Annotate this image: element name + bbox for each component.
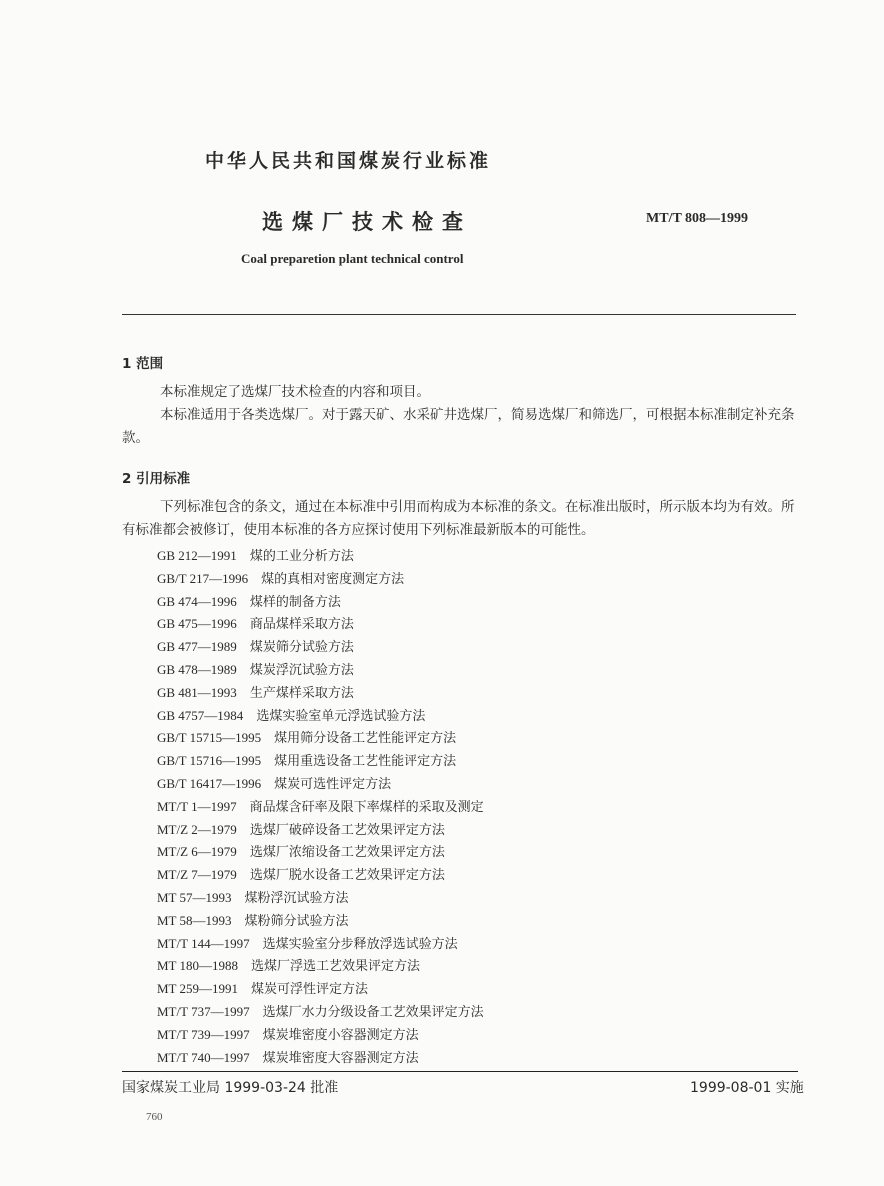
reference-code: GB 474—1996 (157, 593, 237, 609)
reference-code: GB 4757—1984 (157, 707, 244, 723)
reference-code: GB 481—1993 (157, 684, 237, 700)
list-item (157, 773, 484, 796)
reference-code: GB 477—1989 (157, 639, 237, 655)
standard-code-text: MT/T 808—1999 (646, 211, 749, 226)
reference-code: MT/Z 6—1979 (157, 844, 237, 860)
reference-code: MT/T 144—1997 (157, 935, 250, 951)
list-item (157, 591, 484, 614)
list-item (157, 955, 484, 978)
reference-code: GB/T 217—1996 (157, 570, 249, 586)
implementation-date: 1999-08-01 实施 (690, 1080, 804, 1096)
reference-code: MT/T 737—1997 (157, 1003, 250, 1019)
list-item (157, 1001, 484, 1024)
list-item (157, 819, 484, 842)
reference-code: MT 259—1991 (157, 981, 239, 997)
reference-standards-list (157, 545, 484, 1069)
list-item (157, 841, 484, 864)
paragraph-references-intro: 下列标准包含的条文，通过在本标准中引用而构成为本标准的条文。在标准出版时，所示版本均为有效。所有标准都会被修订，使用本标准的各方应探讨使用下列标准最新版本的可能性。 (122, 499, 795, 538)
paragraph-scope-2: 本标准适用于各类选煤厂。对于露天矿、水采矿井选煤厂，简易选煤厂和筛选厂，可根据本标准制定补充条款。 (122, 407, 795, 446)
section-heading-references: 2 引用标准 (122, 471, 191, 487)
standard-authority-heading: 中华人民共和国煤炭行业标准 (205, 150, 492, 172)
section-heading-scope: 1 范围 (122, 356, 164, 372)
reference-title: 煤样的制备方法 (249, 594, 341, 610)
reference-title: 煤炭堆密度小容器测定方法 (262, 1027, 419, 1043)
approval-date: 国家煤炭工业局 1999-03-24 批准 (122, 1080, 339, 1096)
reference-title: 商品煤含矸率及限下率煤样的采取及测定 (249, 799, 484, 815)
reference-title: 选煤厂浮选工艺效果评定方法 (251, 959, 421, 975)
reference-title: 煤粉筛分试验方法 (244, 913, 349, 929)
reference-code: GB/T 16417—1996 (157, 775, 262, 791)
paragraph-scope-1: 本标准规定了选煤厂技术检查的内容和项目。 (160, 384, 430, 400)
list-item (157, 796, 484, 819)
reference-title: 选煤实验室单元浮选试验方法 (256, 708, 426, 724)
list-item (157, 933, 484, 956)
reference-code: GB/T 15715—1995 (157, 730, 262, 746)
list-item (157, 910, 484, 933)
reference-title: 煤炭可选性评定方法 (274, 776, 392, 792)
list-item (157, 750, 484, 773)
reference-code: MT/T 740—1997 (157, 1049, 250, 1065)
reference-code: MT/Z 2—1979 (157, 821, 237, 837)
list-item (157, 568, 484, 591)
reference-code: GB/T 15716—1995 (157, 753, 262, 769)
reference-title: 选煤厂浓缩设备工艺效果评定方法 (249, 845, 445, 861)
list-item (157, 887, 484, 910)
header-divider (122, 314, 796, 315)
english-title: Coal preparetion plant technical control (241, 251, 464, 266)
list-item (157, 1047, 484, 1070)
list-item (157, 682, 484, 705)
list-item (157, 545, 484, 568)
reference-title: 煤炭浮沉试验方法 (249, 662, 354, 678)
reference-title: 选煤厂破碎设备工艺效果评定方法 (249, 822, 445, 838)
reference-title: 生产煤样采取方法 (249, 685, 354, 701)
reference-code: MT/Z 7—1979 (157, 867, 237, 883)
reference-code: MT/T 1—1997 (157, 798, 237, 814)
reference-code: MT 180—1988 (157, 958, 239, 974)
reference-title: 煤的真相对密度测定方法 (261, 571, 405, 587)
list-item (157, 659, 484, 682)
page-number: 760 (146, 1111, 163, 1123)
reference-title: 选煤实验室分步释放浮选试验方法 (262, 936, 458, 952)
reference-title: 商品煤样采取方法 (249, 617, 354, 633)
reference-code: MT 58—1993 (157, 912, 232, 928)
list-item (157, 978, 484, 1001)
reference-code: GB 478—1989 (157, 661, 237, 677)
standard-code (646, 210, 748, 227)
reference-title: 煤炭堆密度大容器测定方法 (262, 1050, 419, 1066)
reference-title: 煤炭筛分试验方法 (249, 640, 354, 656)
reference-title: 选煤厂脱水设备工艺效果评定方法 (249, 868, 445, 884)
reference-title: 煤用重选设备工艺性能评定方法 (274, 754, 457, 770)
document-title: 选煤厂技术检查 (262, 210, 472, 234)
list-item (157, 864, 484, 887)
footer-divider (122, 1071, 798, 1072)
reference-title: 煤用筛分设备工艺性能评定方法 (274, 731, 457, 747)
reference-code: MT 57—1993 (157, 889, 232, 905)
list-item (157, 705, 484, 728)
list-item (157, 636, 484, 659)
reference-title: 煤炭可浮性评定方法 (251, 982, 369, 998)
reference-title: 选煤厂水力分级设备工艺效果评定方法 (262, 1004, 484, 1020)
reference-title: 煤的工业分析方法 (249, 549, 354, 564)
reference-code: GB 475—1996 (157, 616, 237, 632)
list-item (157, 1024, 484, 1047)
list-item (157, 727, 484, 750)
reference-code: GB 212—1991 (157, 548, 237, 563)
reference-code: MT/T 739—1997 (157, 1026, 250, 1042)
list-item (157, 613, 484, 636)
reference-title: 煤粉浮沉试验方法 (244, 890, 349, 906)
